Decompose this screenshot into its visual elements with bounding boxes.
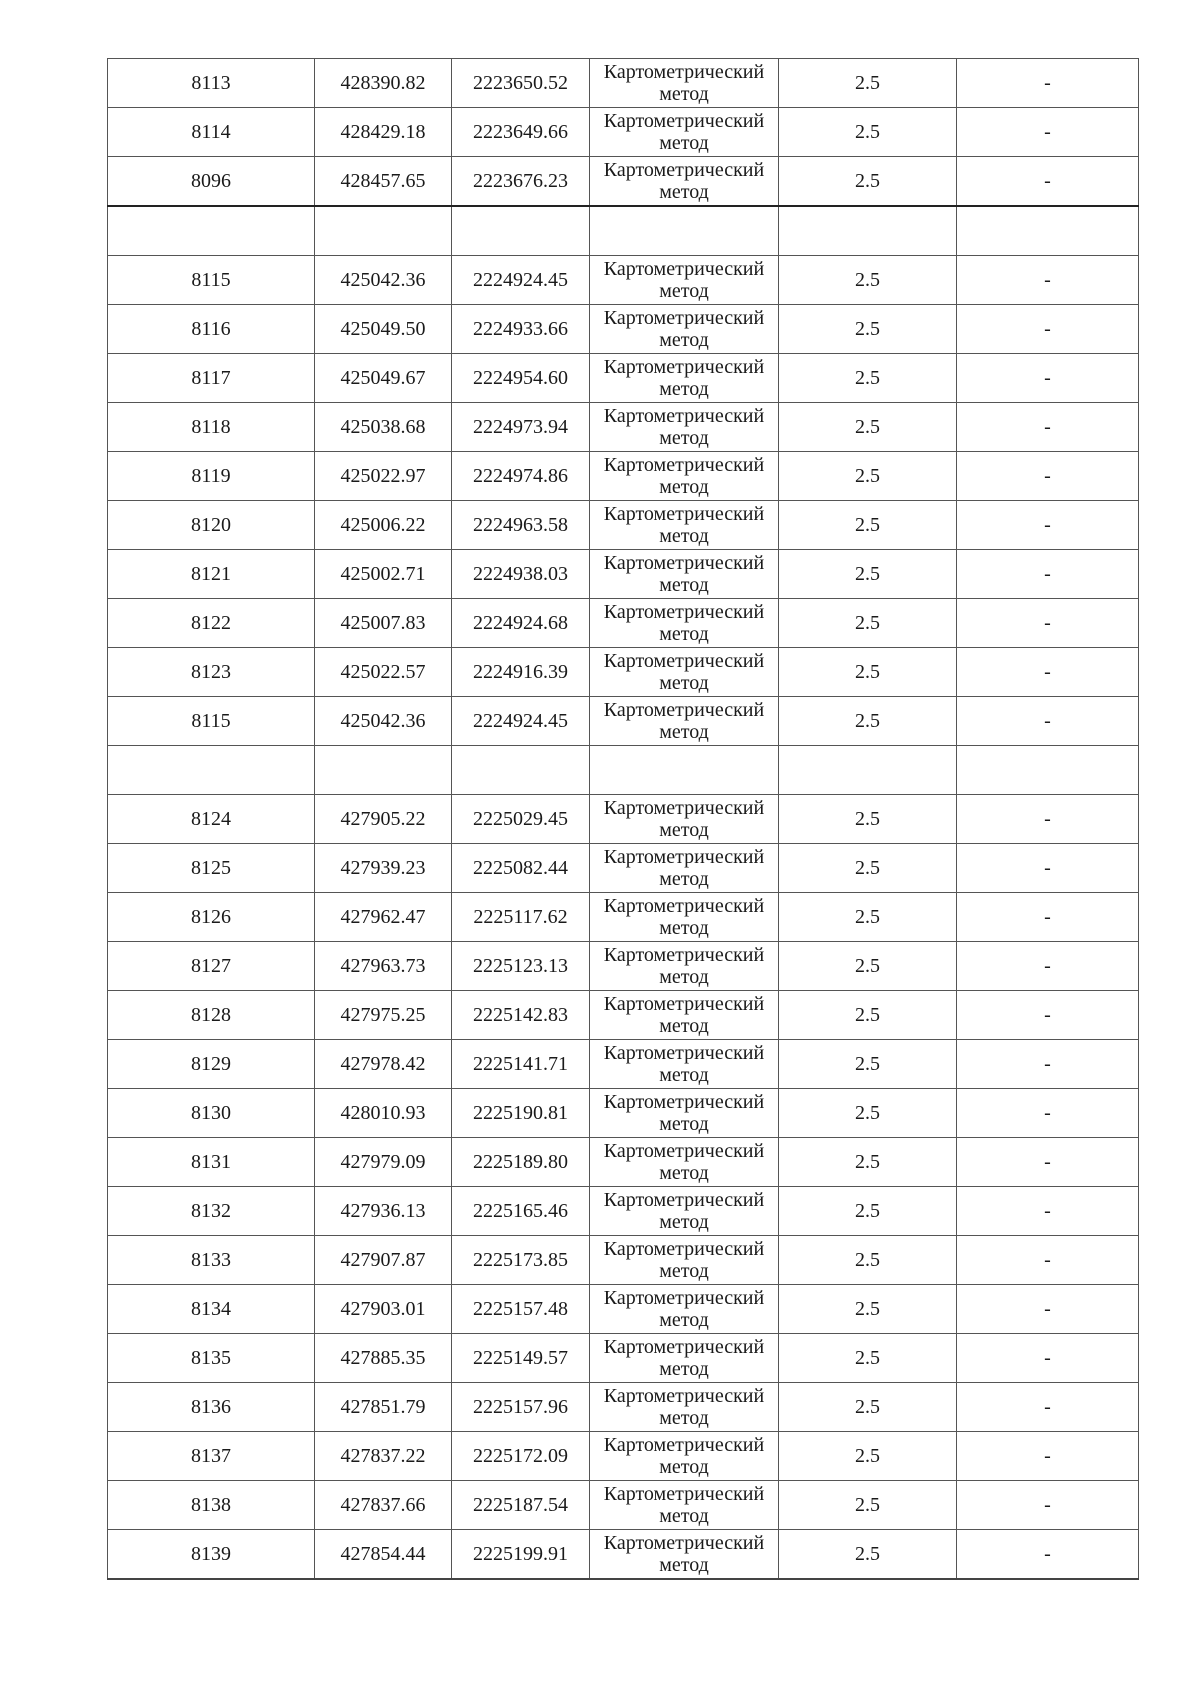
- method-cell: [590, 942, 779, 991]
- point-number-cell: 8134: [108, 1285, 315, 1334]
- table-row: [108, 1040, 1139, 1089]
- y-coordinate-cell: 2225123.13: [452, 942, 590, 991]
- table-row: [108, 991, 1139, 1040]
- method-line1: Картометрический: [603, 846, 765, 868]
- note-cell: -: [957, 550, 1139, 599]
- point-number-cell: 8118: [108, 403, 315, 452]
- method-line1: Картометрический: [603, 1336, 765, 1358]
- note-cell: -: [957, 305, 1139, 354]
- method-cell: [590, 1089, 779, 1138]
- table-row: [108, 1089, 1139, 1138]
- method-line2: метод: [659, 1113, 709, 1135]
- x-coordinate-cell: 425042.36: [315, 256, 452, 305]
- method-cell: [590, 1285, 779, 1334]
- accuracy-cell: 2.5: [779, 305, 957, 354]
- x-coordinate-cell: 427854.44: [315, 1530, 452, 1580]
- note-cell: -: [957, 893, 1139, 942]
- y-coordinate-cell: 2225189.80: [452, 1138, 590, 1187]
- point-number-cell: 8096: [108, 157, 315, 207]
- method-line2: метод: [659, 1015, 709, 1037]
- method-line2: метод: [659, 1162, 709, 1184]
- table-row: [108, 1530, 1139, 1580]
- x-coordinate-cell: 427975.25: [315, 991, 452, 1040]
- method-line2: метод: [659, 966, 709, 988]
- method-cell: [590, 795, 779, 844]
- x-coordinate-cell: 427962.47: [315, 893, 452, 942]
- accuracy-cell: 2.5: [779, 354, 957, 403]
- note-cell: -: [957, 599, 1139, 648]
- point-number-cell: 8125: [108, 844, 315, 893]
- method-cell: [590, 108, 779, 157]
- table-row: [108, 403, 1139, 452]
- method-line1: Картометрический: [603, 1238, 765, 1260]
- table-body: [108, 59, 1139, 1580]
- accuracy-cell: 2.5: [779, 844, 957, 893]
- point-number-cell: 8130: [108, 1089, 315, 1138]
- y-coordinate-cell: 2225199.91: [452, 1530, 590, 1580]
- note-cell: -: [957, 991, 1139, 1040]
- note-cell: -: [957, 697, 1139, 746]
- method-line1: Картометрический: [603, 601, 765, 623]
- method-line2: метод: [659, 427, 709, 449]
- table-row: [108, 844, 1139, 893]
- method-line2: метод: [659, 917, 709, 939]
- accuracy-cell: 2.5: [779, 550, 957, 599]
- method-line1: Картометрический: [603, 1140, 765, 1162]
- method-line1: Картометрический: [603, 1189, 765, 1211]
- y-coordinate-cell: 2225173.85: [452, 1236, 590, 1285]
- table-row: [108, 1383, 1139, 1432]
- note-cell: -: [957, 403, 1139, 452]
- method-cell: [590, 1481, 779, 1530]
- empty-cell: [590, 746, 779, 795]
- method-line2: метод: [659, 132, 709, 154]
- empty-cell: [108, 746, 315, 795]
- point-number-cell: 8126: [108, 893, 315, 942]
- method-cell: [590, 648, 779, 697]
- point-number-cell: 8115: [108, 256, 315, 305]
- x-coordinate-cell: 427903.01: [315, 1285, 452, 1334]
- y-coordinate-cell: 2224924.45: [452, 697, 590, 746]
- accuracy-cell: 2.5: [779, 1530, 957, 1580]
- table-row: [108, 648, 1139, 697]
- method-line1: Картометрический: [603, 1287, 765, 1309]
- x-coordinate-cell: 425006.22: [315, 501, 452, 550]
- y-coordinate-cell: 2224973.94: [452, 403, 590, 452]
- method-cell: [590, 893, 779, 942]
- method-line2: метод: [659, 1407, 709, 1429]
- table-row: [108, 354, 1139, 403]
- y-coordinate-cell: 2225149.57: [452, 1334, 590, 1383]
- accuracy-cell: 2.5: [779, 1285, 957, 1334]
- x-coordinate-cell: 425049.67: [315, 354, 452, 403]
- point-number-cell: 8138: [108, 1481, 315, 1530]
- x-coordinate-cell: 425022.97: [315, 452, 452, 501]
- y-coordinate-cell: 2225117.62: [452, 893, 590, 942]
- method-line1: Картометрический: [603, 1483, 765, 1505]
- method-line2: метод: [659, 868, 709, 890]
- table-row: [108, 256, 1139, 305]
- x-coordinate-cell: 427905.22: [315, 795, 452, 844]
- method-line2: метод: [659, 819, 709, 841]
- x-coordinate-cell: 427979.09: [315, 1138, 452, 1187]
- method-cell: [590, 550, 779, 599]
- accuracy-cell: 2.5: [779, 1236, 957, 1285]
- method-line1: Картометрический: [603, 503, 765, 525]
- method-line2: метод: [659, 623, 709, 645]
- note-cell: -: [957, 1138, 1139, 1187]
- x-coordinate-cell: 427851.79: [315, 1383, 452, 1432]
- y-coordinate-cell: 2224954.60: [452, 354, 590, 403]
- x-coordinate-cell: 428429.18: [315, 108, 452, 157]
- point-number-cell: 8132: [108, 1187, 315, 1236]
- accuracy-cell: 2.5: [779, 893, 957, 942]
- y-coordinate-cell: 2225172.09: [452, 1432, 590, 1481]
- method-line2: метод: [659, 1309, 709, 1331]
- point-number-cell: 8115: [108, 697, 315, 746]
- table-row: [108, 157, 1139, 207]
- point-number-cell: 8128: [108, 991, 315, 1040]
- y-coordinate-cell: 2223676.23: [452, 157, 590, 207]
- note-cell: -: [957, 1040, 1139, 1089]
- x-coordinate-cell: 427963.73: [315, 942, 452, 991]
- note-cell: -: [957, 795, 1139, 844]
- method-line2: метод: [659, 280, 709, 302]
- method-line2: метод: [659, 1358, 709, 1380]
- empty-cell: [452, 746, 590, 795]
- method-line1: Картометрический: [603, 1434, 765, 1456]
- table-row: [108, 501, 1139, 550]
- method-line2: метод: [659, 1456, 709, 1478]
- note-cell: -: [957, 1285, 1139, 1334]
- method-line2: метод: [659, 1211, 709, 1233]
- method-cell: [590, 599, 779, 648]
- method-cell: [590, 1138, 779, 1187]
- table-row: [108, 1334, 1139, 1383]
- point-number-cell: 8127: [108, 942, 315, 991]
- y-coordinate-cell: 2224938.03: [452, 550, 590, 599]
- table-row: [108, 599, 1139, 648]
- table-row: [108, 1138, 1139, 1187]
- x-coordinate-cell: 427978.42: [315, 1040, 452, 1089]
- accuracy-cell: 2.5: [779, 942, 957, 991]
- method-cell: [590, 59, 779, 108]
- table-row: [108, 550, 1139, 599]
- y-coordinate-cell: 2224924.45: [452, 256, 590, 305]
- method-line2: метод: [659, 1260, 709, 1282]
- method-cell: [590, 697, 779, 746]
- point-number-cell: 8120: [108, 501, 315, 550]
- method-cell: [590, 844, 779, 893]
- table-row: [108, 108, 1139, 157]
- x-coordinate-cell: 425042.36: [315, 697, 452, 746]
- note-cell: -: [957, 1236, 1139, 1285]
- method-line2: метод: [659, 83, 709, 105]
- table-row: [108, 1432, 1139, 1481]
- method-line1: Картометрический: [603, 993, 765, 1015]
- y-coordinate-cell: 2225187.54: [452, 1481, 590, 1530]
- accuracy-cell: 2.5: [779, 697, 957, 746]
- x-coordinate-cell: 428010.93: [315, 1089, 452, 1138]
- accuracy-cell: 2.5: [779, 256, 957, 305]
- x-coordinate-cell: 427939.23: [315, 844, 452, 893]
- y-coordinate-cell: 2224924.68: [452, 599, 590, 648]
- point-number-cell: 8133: [108, 1236, 315, 1285]
- x-coordinate-cell: 428457.65: [315, 157, 452, 207]
- method-line2: метод: [659, 525, 709, 547]
- point-number-cell: 8119: [108, 452, 315, 501]
- point-number-cell: 8117: [108, 354, 315, 403]
- accuracy-cell: 2.5: [779, 1432, 957, 1481]
- method-line1: Картометрический: [603, 454, 765, 476]
- method-line2: метод: [659, 329, 709, 351]
- accuracy-cell: 2.5: [779, 59, 957, 108]
- y-coordinate-cell: 2225141.71: [452, 1040, 590, 1089]
- note-cell: -: [957, 1530, 1139, 1580]
- point-number-cell: 8139: [108, 1530, 315, 1580]
- method-line2: метод: [659, 181, 709, 203]
- empty-cell: [590, 206, 779, 256]
- x-coordinate-cell: 427885.35: [315, 1334, 452, 1383]
- table-row: [108, 59, 1139, 108]
- accuracy-cell: 2.5: [779, 795, 957, 844]
- table-row: [108, 305, 1139, 354]
- note-cell: -: [957, 157, 1139, 207]
- accuracy-cell: 2.5: [779, 1187, 957, 1236]
- method-line2: метод: [659, 476, 709, 498]
- method-line1: Картометрический: [603, 110, 765, 132]
- table-row: [108, 1481, 1139, 1530]
- method-line1: Картометрический: [603, 944, 765, 966]
- method-line1: Картометрический: [603, 61, 765, 83]
- method-cell: [590, 1383, 779, 1432]
- accuracy-cell: 2.5: [779, 1040, 957, 1089]
- table-row: [108, 942, 1139, 991]
- y-coordinate-cell: 2223650.52: [452, 59, 590, 108]
- method-line1: Картометрический: [603, 307, 765, 329]
- y-coordinate-cell: 2223649.66: [452, 108, 590, 157]
- table-row: [108, 893, 1139, 942]
- table-row: [108, 795, 1139, 844]
- y-coordinate-cell: 2225157.96: [452, 1383, 590, 1432]
- method-line1: Картометрический: [603, 1091, 765, 1113]
- x-coordinate-cell: 425007.83: [315, 599, 452, 648]
- method-cell: [590, 452, 779, 501]
- accuracy-cell: 2.5: [779, 403, 957, 452]
- note-cell: -: [957, 942, 1139, 991]
- point-number-cell: 8123: [108, 648, 315, 697]
- note-cell: -: [957, 1089, 1139, 1138]
- method-cell: [590, 403, 779, 452]
- table-row: [108, 452, 1139, 501]
- method-line2: метод: [659, 574, 709, 596]
- x-coordinate-cell: 425038.68: [315, 403, 452, 452]
- point-number-cell: 8114: [108, 108, 315, 157]
- table-separator-row: [108, 206, 1139, 256]
- method-line2: метод: [659, 672, 709, 694]
- method-cell: [590, 991, 779, 1040]
- empty-cell: [957, 206, 1139, 256]
- point-number-cell: 8135: [108, 1334, 315, 1383]
- y-coordinate-cell: 2224916.39: [452, 648, 590, 697]
- accuracy-cell: 2.5: [779, 157, 957, 207]
- accuracy-cell: 2.5: [779, 1138, 957, 1187]
- empty-cell: [108, 206, 315, 256]
- method-line1: Картометрический: [603, 405, 765, 427]
- x-coordinate-cell: 427837.22: [315, 1432, 452, 1481]
- method-line2: метод: [659, 378, 709, 400]
- method-cell: [590, 305, 779, 354]
- point-number-cell: 8131: [108, 1138, 315, 1187]
- method-line1: Картометрический: [603, 552, 765, 574]
- method-cell: [590, 501, 779, 550]
- method-line1: Картометрический: [603, 797, 765, 819]
- note-cell: -: [957, 1383, 1139, 1432]
- point-number-cell: 8129: [108, 1040, 315, 1089]
- coordinates-table: [107, 58, 1139, 1580]
- x-coordinate-cell: 425002.71: [315, 550, 452, 599]
- point-number-cell: 8124: [108, 795, 315, 844]
- point-number-cell: 8113: [108, 59, 315, 108]
- empty-cell: [315, 746, 452, 795]
- table-row: [108, 697, 1139, 746]
- method-cell: [590, 1236, 779, 1285]
- table-row: [108, 1285, 1139, 1334]
- y-coordinate-cell: 2224963.58: [452, 501, 590, 550]
- method-cell: [590, 1187, 779, 1236]
- y-coordinate-cell: 2224974.86: [452, 452, 590, 501]
- empty-cell: [315, 206, 452, 256]
- method-line2: метод: [659, 1554, 709, 1576]
- method-line1: Картометрический: [603, 699, 765, 721]
- accuracy-cell: 2.5: [779, 1334, 957, 1383]
- method-line1: Картометрический: [603, 1532, 765, 1554]
- accuracy-cell: 2.5: [779, 1383, 957, 1432]
- method-line2: метод: [659, 1064, 709, 1086]
- x-coordinate-cell: 427907.87: [315, 1236, 452, 1285]
- y-coordinate-cell: 2224933.66: [452, 305, 590, 354]
- point-number-cell: 8121: [108, 550, 315, 599]
- method-cell: [590, 1040, 779, 1089]
- note-cell: -: [957, 648, 1139, 697]
- x-coordinate-cell: 427837.66: [315, 1481, 452, 1530]
- method-line1: Картометрический: [603, 1385, 765, 1407]
- y-coordinate-cell: 2225029.45: [452, 795, 590, 844]
- x-coordinate-cell: 428390.82: [315, 59, 452, 108]
- empty-cell: [779, 206, 957, 256]
- note-cell: -: [957, 501, 1139, 550]
- accuracy-cell: 2.5: [779, 648, 957, 697]
- y-coordinate-cell: 2225142.83: [452, 991, 590, 1040]
- y-coordinate-cell: 2225190.81: [452, 1089, 590, 1138]
- point-number-cell: 8122: [108, 599, 315, 648]
- method-line1: Картометрический: [603, 356, 765, 378]
- point-number-cell: 8116: [108, 305, 315, 354]
- method-line1: Картометрический: [603, 1042, 765, 1064]
- method-line1: Картометрический: [603, 258, 765, 280]
- note-cell: -: [957, 354, 1139, 403]
- method-line1: Картометрический: [603, 650, 765, 672]
- method-cell: [590, 354, 779, 403]
- x-coordinate-cell: 425022.57: [315, 648, 452, 697]
- method-cell: [590, 1530, 779, 1580]
- note-cell: -: [957, 59, 1139, 108]
- note-cell: -: [957, 1481, 1139, 1530]
- empty-cell: [957, 746, 1139, 795]
- y-coordinate-cell: 2225165.46: [452, 1187, 590, 1236]
- method-line1: Картометрический: [603, 159, 765, 181]
- accuracy-cell: 2.5: [779, 108, 957, 157]
- accuracy-cell: 2.5: [779, 452, 957, 501]
- accuracy-cell: 2.5: [779, 991, 957, 1040]
- method-cell: [590, 256, 779, 305]
- accuracy-cell: 2.5: [779, 1089, 957, 1138]
- note-cell: -: [957, 1334, 1139, 1383]
- method-line1: Картометрический: [603, 895, 765, 917]
- note-cell: -: [957, 452, 1139, 501]
- note-cell: -: [957, 1432, 1139, 1481]
- note-cell: -: [957, 256, 1139, 305]
- point-number-cell: 8136: [108, 1383, 315, 1432]
- method-line2: метод: [659, 1505, 709, 1527]
- method-cell: [590, 1432, 779, 1481]
- empty-cell: [452, 206, 590, 256]
- accuracy-cell: 2.5: [779, 1481, 957, 1530]
- note-cell: -: [957, 108, 1139, 157]
- accuracy-cell: 2.5: [779, 501, 957, 550]
- x-coordinate-cell: 427936.13: [315, 1187, 452, 1236]
- point-number-cell: 8137: [108, 1432, 315, 1481]
- note-cell: -: [957, 844, 1139, 893]
- table-separator-row: [108, 746, 1139, 795]
- method-cell: [590, 1334, 779, 1383]
- table-row: [108, 1187, 1139, 1236]
- y-coordinate-cell: 2225157.48: [452, 1285, 590, 1334]
- method-line2: метод: [659, 721, 709, 743]
- note-cell: -: [957, 1187, 1139, 1236]
- accuracy-cell: 2.5: [779, 599, 957, 648]
- method-cell: [590, 157, 779, 207]
- table-row: [108, 1236, 1139, 1285]
- y-coordinate-cell: 2225082.44: [452, 844, 590, 893]
- x-coordinate-cell: 425049.50: [315, 305, 452, 354]
- empty-cell: [779, 746, 957, 795]
